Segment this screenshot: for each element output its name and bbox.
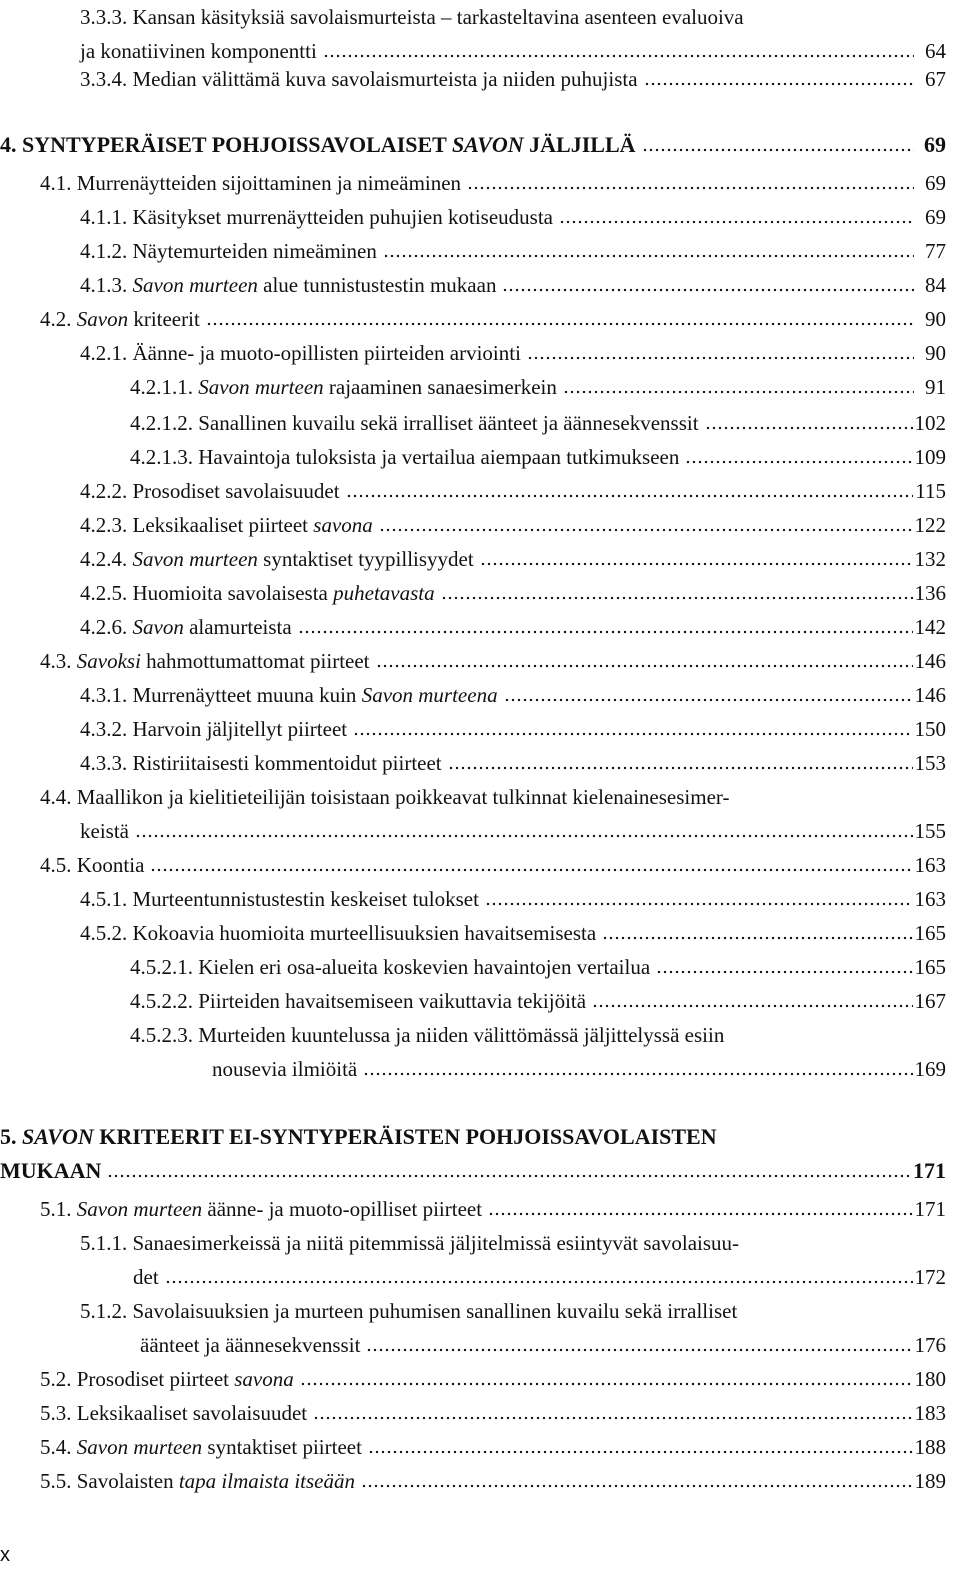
toc-entry[interactable]	[130, 440, 946, 474]
title-text: Prosodiset piirteet	[76, 1367, 235, 1391]
toc-entry[interactable]	[40, 1430, 946, 1464]
title-text: Huomioita savolaisesta	[132, 581, 334, 605]
toc-entry-title	[77, 1362, 294, 1396]
toc-entry-title-continued: det	[133, 1265, 159, 1289]
title-text: Näytemurteiden nimeäminen	[132, 239, 377, 263]
section-number: 4.5.2.	[80, 921, 128, 945]
toc-entry[interactable]	[130, 1018, 946, 1086]
toc-entry-title	[198, 1018, 724, 1052]
toc-entry[interactable]	[80, 474, 946, 508]
toc-entry[interactable]	[40, 780, 946, 848]
toc-entry[interactable]	[0, 1120, 946, 1188]
title-italic: Savon murteena	[361, 683, 498, 707]
toc-entry-title	[133, 542, 474, 576]
toc-entry[interactable]	[80, 508, 946, 542]
section-number: 5.5.	[40, 1469, 72, 1493]
toc-entry-title	[198, 984, 586, 1018]
dot-leader	[165, 1279, 913, 1285]
toc-entry[interactable]	[80, 882, 946, 916]
section-number: 4.1.3.	[80, 273, 128, 297]
title-text: Piirteiden havaitsemiseen vaikuttavia tekijöitä	[198, 989, 587, 1013]
toc-entry-title-continued: ja konatiivinen komponentti	[80, 39, 317, 63]
dot-leader	[467, 185, 914, 191]
title-text: Havaintoja tuloksista ja vertailua aiempaan tutkimukseen	[198, 445, 680, 469]
title-text: Leksikaaliset savolaisuudet	[76, 1401, 308, 1425]
toc-entry-title	[133, 200, 554, 234]
toc-entry-title	[133, 1294, 738, 1328]
title-text: KRITEERIT EI-SYNTYPERÄISTEN POHJOISSAVOLAISTEN	[93, 1124, 717, 1149]
toc-entry-title	[133, 62, 638, 96]
toc-entry[interactable]	[40, 302, 946, 336]
toc-entry-title	[133, 268, 497, 302]
title-italic: Savon	[132, 615, 184, 639]
page-ref: 69	[924, 132, 946, 157]
page-ref: 136	[914, 581, 946, 605]
section-number: 4.1.1.	[80, 205, 128, 229]
title-text: Median välittämä kuva savolaismurteista ja niiden puhujista	[132, 67, 638, 91]
dot-leader	[485, 901, 913, 907]
toc-entry[interactable]	[40, 1362, 946, 1396]
dot-leader	[150, 867, 912, 873]
section-number: 4.3.1.	[80, 683, 128, 707]
page-ref: 171	[914, 1197, 946, 1221]
title-text: Savolaisten	[76, 1469, 179, 1493]
title-text: Savolaisuuksien ja murteen puhumisen sanallinen kuvailu sekä irralliset	[132, 1299, 738, 1323]
toc-entry-title	[133, 1226, 740, 1260]
toc-entry[interactable]	[40, 644, 946, 678]
section-number: 5.4.	[40, 1435, 72, 1459]
title-text: Maallikon ja kielitieteilijän toisistaan poikkeavat tulkinnat kielenainesesimer-	[76, 785, 730, 809]
dot-leader	[361, 1483, 912, 1489]
title-text: hahmottumattomat piirteet	[140, 649, 370, 673]
page-ref: 150	[914, 717, 946, 741]
dot-leader	[107, 1173, 911, 1179]
toc-entry-title	[198, 406, 698, 440]
toc-entry-title	[77, 644, 370, 678]
toc-entry[interactable]	[80, 234, 946, 268]
title-text: alue tunnistustestin mukaan	[257, 273, 497, 297]
title-text: Prosodiset savolaisuudet	[132, 479, 340, 503]
toc-entry[interactable]	[80, 576, 946, 610]
title-text: kriteerit	[128, 307, 200, 331]
dot-leader	[488, 1211, 912, 1217]
dot-leader	[383, 253, 914, 259]
title-text: Murrenäytteiden sijoittaminen ja nimeäminen	[76, 171, 462, 195]
toc-entry[interactable]	[80, 200, 946, 234]
title-italic: Savoksi	[76, 649, 141, 673]
dot-leader	[298, 629, 913, 635]
title-italic: Savon murteen	[132, 547, 258, 571]
toc-entry-title	[133, 610, 292, 644]
toc-entry-title	[133, 576, 435, 610]
toc-entry[interactable]	[80, 542, 946, 576]
page-ref: 91	[925, 375, 946, 399]
page-ref: 69	[925, 171, 946, 195]
toc-entry[interactable]	[80, 678, 946, 712]
section-number: 4.5.2.1.	[130, 955, 193, 979]
page-ref: 188	[914, 1435, 946, 1459]
title-italic: Savon murteen	[198, 375, 324, 399]
section-number: 4.2.6.	[80, 615, 128, 639]
page-ref: 122	[914, 513, 946, 537]
title-italic: savona	[234, 1367, 294, 1391]
page-ref: 165	[914, 955, 946, 979]
dot-leader	[206, 321, 914, 327]
page-ref: 153	[914, 751, 946, 775]
section-number: 4.2.3.	[80, 513, 128, 537]
page-ref: 90	[925, 341, 946, 365]
toc-entry-title	[133, 678, 498, 712]
page-number: x	[0, 1544, 10, 1566]
title-italic: Savon	[76, 307, 129, 331]
toc-entry-title	[77, 1192, 482, 1226]
toc-entry-title	[133, 916, 597, 950]
toc-entry-title	[22, 1120, 717, 1154]
title-italic: SAVON	[451, 132, 524, 157]
title-text: Ristiriitaisesti kommentoidut piirteet	[132, 751, 442, 775]
toc-entry[interactable]	[40, 848, 946, 882]
toc-entry-title	[77, 166, 461, 200]
toc-entry[interactable]	[80, 0, 946, 68]
toc-entry-title-continued: äänteet ja äännesekvenssit	[140, 1333, 361, 1357]
toc-entry-title	[22, 128, 636, 162]
dot-leader	[376, 663, 913, 669]
toc-entry-title	[133, 882, 479, 916]
page-ref: 67	[925, 67, 946, 91]
toc-entry[interactable]	[80, 1294, 946, 1362]
toc-entry-title	[133, 474, 340, 508]
page-ref: 155	[914, 819, 946, 843]
title-text: alamurteista	[183, 615, 292, 639]
dot-leader	[135, 833, 913, 839]
section-number: 4.1.	[40, 171, 72, 195]
toc-entry[interactable]	[80, 712, 946, 746]
page-ref: 90	[925, 307, 946, 331]
section-number: 4.	[0, 132, 17, 157]
section-number: 5.2.	[40, 1367, 72, 1391]
toc-entry-title	[77, 1396, 307, 1430]
section-number: 4.2.4.	[80, 547, 128, 571]
toc-entry-title-continued: keistä	[80, 819, 129, 843]
toc-entry-title	[133, 336, 521, 370]
toc-entry-title	[198, 370, 557, 404]
page-ref: 163	[914, 853, 946, 877]
section-number: 4.3.2.	[80, 717, 128, 741]
title-italic: Savon murteen	[132, 273, 258, 297]
section-number: 4.2.1.3.	[130, 445, 193, 469]
toc-entry-title	[198, 950, 650, 984]
page-ref: 163	[914, 887, 946, 911]
toc-entry-title	[77, 848, 145, 882]
section-number: 5.1.2.	[80, 1299, 128, 1323]
page-ref: 165	[914, 921, 946, 945]
dot-leader	[366, 1347, 912, 1353]
page-ref: 132	[914, 547, 946, 571]
dot-leader	[379, 527, 913, 533]
dot-leader	[656, 969, 912, 975]
toc-entry[interactable]	[130, 984, 946, 1018]
title-text: SYNTYPERÄISET POHJOISSAVOLAISET	[22, 132, 452, 157]
section-number: 5.1.1.	[80, 1231, 128, 1255]
title-text: Murteiden kuuntelussa ja niiden välittömässä jäljittelyssä esiin	[198, 1023, 725, 1047]
title-text: Kansan käsityksiä savolaismurteista – tarkasteltavina asenteen evaluoiva	[132, 5, 744, 29]
page-ref: 172	[914, 1265, 946, 1289]
page-ref: 109	[914, 445, 946, 469]
toc-entry-title	[77, 780, 730, 814]
section-number: 4.3.	[40, 649, 72, 673]
dot-leader	[563, 389, 914, 395]
toc-entry[interactable]	[0, 128, 946, 162]
page-ref: 115	[915, 479, 946, 503]
title-italic: Savon murteen	[76, 1197, 203, 1221]
title-text: syntaktiset piirteet	[202, 1435, 362, 1459]
dot-leader	[363, 1071, 912, 1077]
page-ref: 167	[914, 989, 946, 1013]
section-number: 4.5.2.3.	[130, 1023, 193, 1047]
section-number: 4.2.2.	[80, 479, 128, 503]
title-text: äänne- ja muoto-opilliset piirteet	[202, 1197, 483, 1221]
dot-leader	[602, 935, 912, 941]
dot-leader	[559, 219, 914, 225]
toc-entry-title	[133, 746, 442, 780]
toc-entry-title	[77, 1430, 362, 1464]
dot-leader	[323, 53, 914, 59]
section-number: 3.3.4.	[80, 67, 128, 91]
page-ref: 69	[925, 205, 946, 229]
page-ref: 102	[914, 411, 946, 435]
dot-leader	[592, 1003, 912, 1009]
title-text: Leksikaaliset piirteet	[132, 513, 314, 537]
toc-entry[interactable]	[40, 1192, 946, 1226]
dot-leader	[368, 1449, 913, 1455]
section-number: 4.2.	[40, 307, 72, 331]
page-ref: 64	[925, 39, 946, 63]
title-italic: Savon murteen	[76, 1435, 203, 1459]
dot-leader	[480, 561, 913, 567]
dot-leader	[642, 147, 914, 153]
dot-leader	[705, 425, 913, 431]
toc-entry[interactable]	[80, 746, 946, 780]
page-ref: 84	[925, 273, 946, 297]
toc-entry-title	[133, 508, 373, 542]
title-text: Sanaesimerkeissä ja niitä pitemmissä jäljitelmissä esiintyvät savolaisuu-	[132, 1231, 740, 1255]
title-text: Koontia	[76, 853, 145, 877]
page-ref: 146	[914, 649, 946, 673]
toc-entry[interactable]	[130, 406, 946, 440]
section-number: 4.5.	[40, 853, 72, 877]
section-number: 4.5.1.	[80, 887, 128, 911]
title-text: Murrenäytteet muuna kuin	[132, 683, 362, 707]
dot-leader	[504, 697, 913, 703]
title-text: Murteentunnistustestin keskeiset tulokset	[132, 887, 479, 911]
title-italic: SAVON	[22, 1124, 94, 1149]
section-number: 5.3.	[40, 1401, 72, 1425]
section-number: 4.1.2.	[80, 239, 128, 263]
dot-leader	[441, 595, 913, 601]
page-ref: 142	[914, 615, 946, 639]
dot-leader	[448, 765, 913, 771]
toc-entry[interactable]	[130, 370, 946, 404]
title-text: syntaktiset tyypillisyydet	[257, 547, 474, 571]
toc-entry-title	[198, 440, 679, 474]
toc-entry-title	[77, 302, 200, 336]
toc-entry[interactable]	[80, 268, 946, 302]
title-text: rajaaminen sanaesimerkein	[323, 375, 557, 399]
title-text: Kielen eri osa-alueita koskevien havaintojen vertailua	[198, 955, 651, 979]
toc-entry[interactable]	[80, 1226, 946, 1294]
dot-leader	[300, 1381, 913, 1387]
toc-entry[interactable]	[130, 950, 946, 984]
toc-entry[interactable]	[80, 62, 946, 96]
toc-entry[interactable]	[80, 336, 946, 370]
title-italic: puhetavasta	[333, 581, 435, 605]
toc-entry-title	[77, 1464, 355, 1498]
title-text: Käsitykset murrenäytteiden puhujien kotiseudusta	[132, 205, 553, 229]
section-number: 4.4.	[40, 785, 72, 809]
section-number: 4.5.2.2.	[130, 989, 193, 1013]
page-ref: 180	[914, 1367, 946, 1391]
toc-entry-title-continued: MUKAAN	[0, 1158, 102, 1183]
dot-leader	[502, 287, 914, 293]
section-number: 4.2.1.2.	[130, 411, 193, 435]
toc-entry[interactable]	[40, 166, 946, 200]
section-number: 4.2.5.	[80, 581, 128, 605]
section-number: 4.2.1.	[80, 341, 128, 365]
title-text: JÄLJILLÄ	[523, 132, 636, 157]
section-number: 3.3.3.	[80, 5, 128, 29]
title-italic: savona	[313, 513, 373, 537]
page-ref: 171	[913, 1158, 946, 1183]
toc-entry[interactable]	[80, 916, 946, 950]
toc-entry-title	[133, 0, 744, 34]
toc-entry-title	[133, 234, 377, 268]
section-number: 4.3.3.	[80, 751, 128, 775]
title-text: Sanallinen kuvailu sekä irralliset äänteet ja äännesekvenssit	[198, 411, 699, 435]
page-ref: 146	[914, 683, 946, 707]
section-number: 5.	[0, 1124, 17, 1149]
section-number: 5.1.	[40, 1197, 72, 1221]
page-ref: 176	[914, 1333, 946, 1357]
toc-entry-title-continued: nousevia ilmiöitä	[212, 1057, 358, 1081]
dot-leader	[644, 81, 914, 87]
title-text: Kokoavia huomioita murteellisuuksien havaitsemisesta	[132, 921, 597, 945]
page-ref: 77	[925, 239, 946, 263]
toc-entry[interactable]	[40, 1396, 946, 1430]
toc-entry[interactable]	[40, 1464, 946, 1498]
dot-leader	[353, 731, 912, 737]
toc-entry-title	[133, 712, 348, 746]
title-text: Harvoin jäljitellyt piirteet	[132, 717, 348, 741]
page-ref: 189	[914, 1469, 946, 1493]
title-text: Äänne- ja muoto-opillisten piirteiden arviointi	[132, 341, 521, 365]
title-italic: tapa ilmaista itseään	[178, 1469, 356, 1493]
dot-leader	[313, 1415, 912, 1421]
toc-entry[interactable]	[80, 610, 946, 644]
dot-leader	[527, 355, 914, 361]
dot-leader	[685, 459, 912, 465]
section-number: 4.2.1.1.	[130, 375, 193, 399]
page-ref: 169	[914, 1057, 946, 1081]
dot-leader	[346, 493, 914, 499]
page-ref: 183	[914, 1401, 946, 1425]
